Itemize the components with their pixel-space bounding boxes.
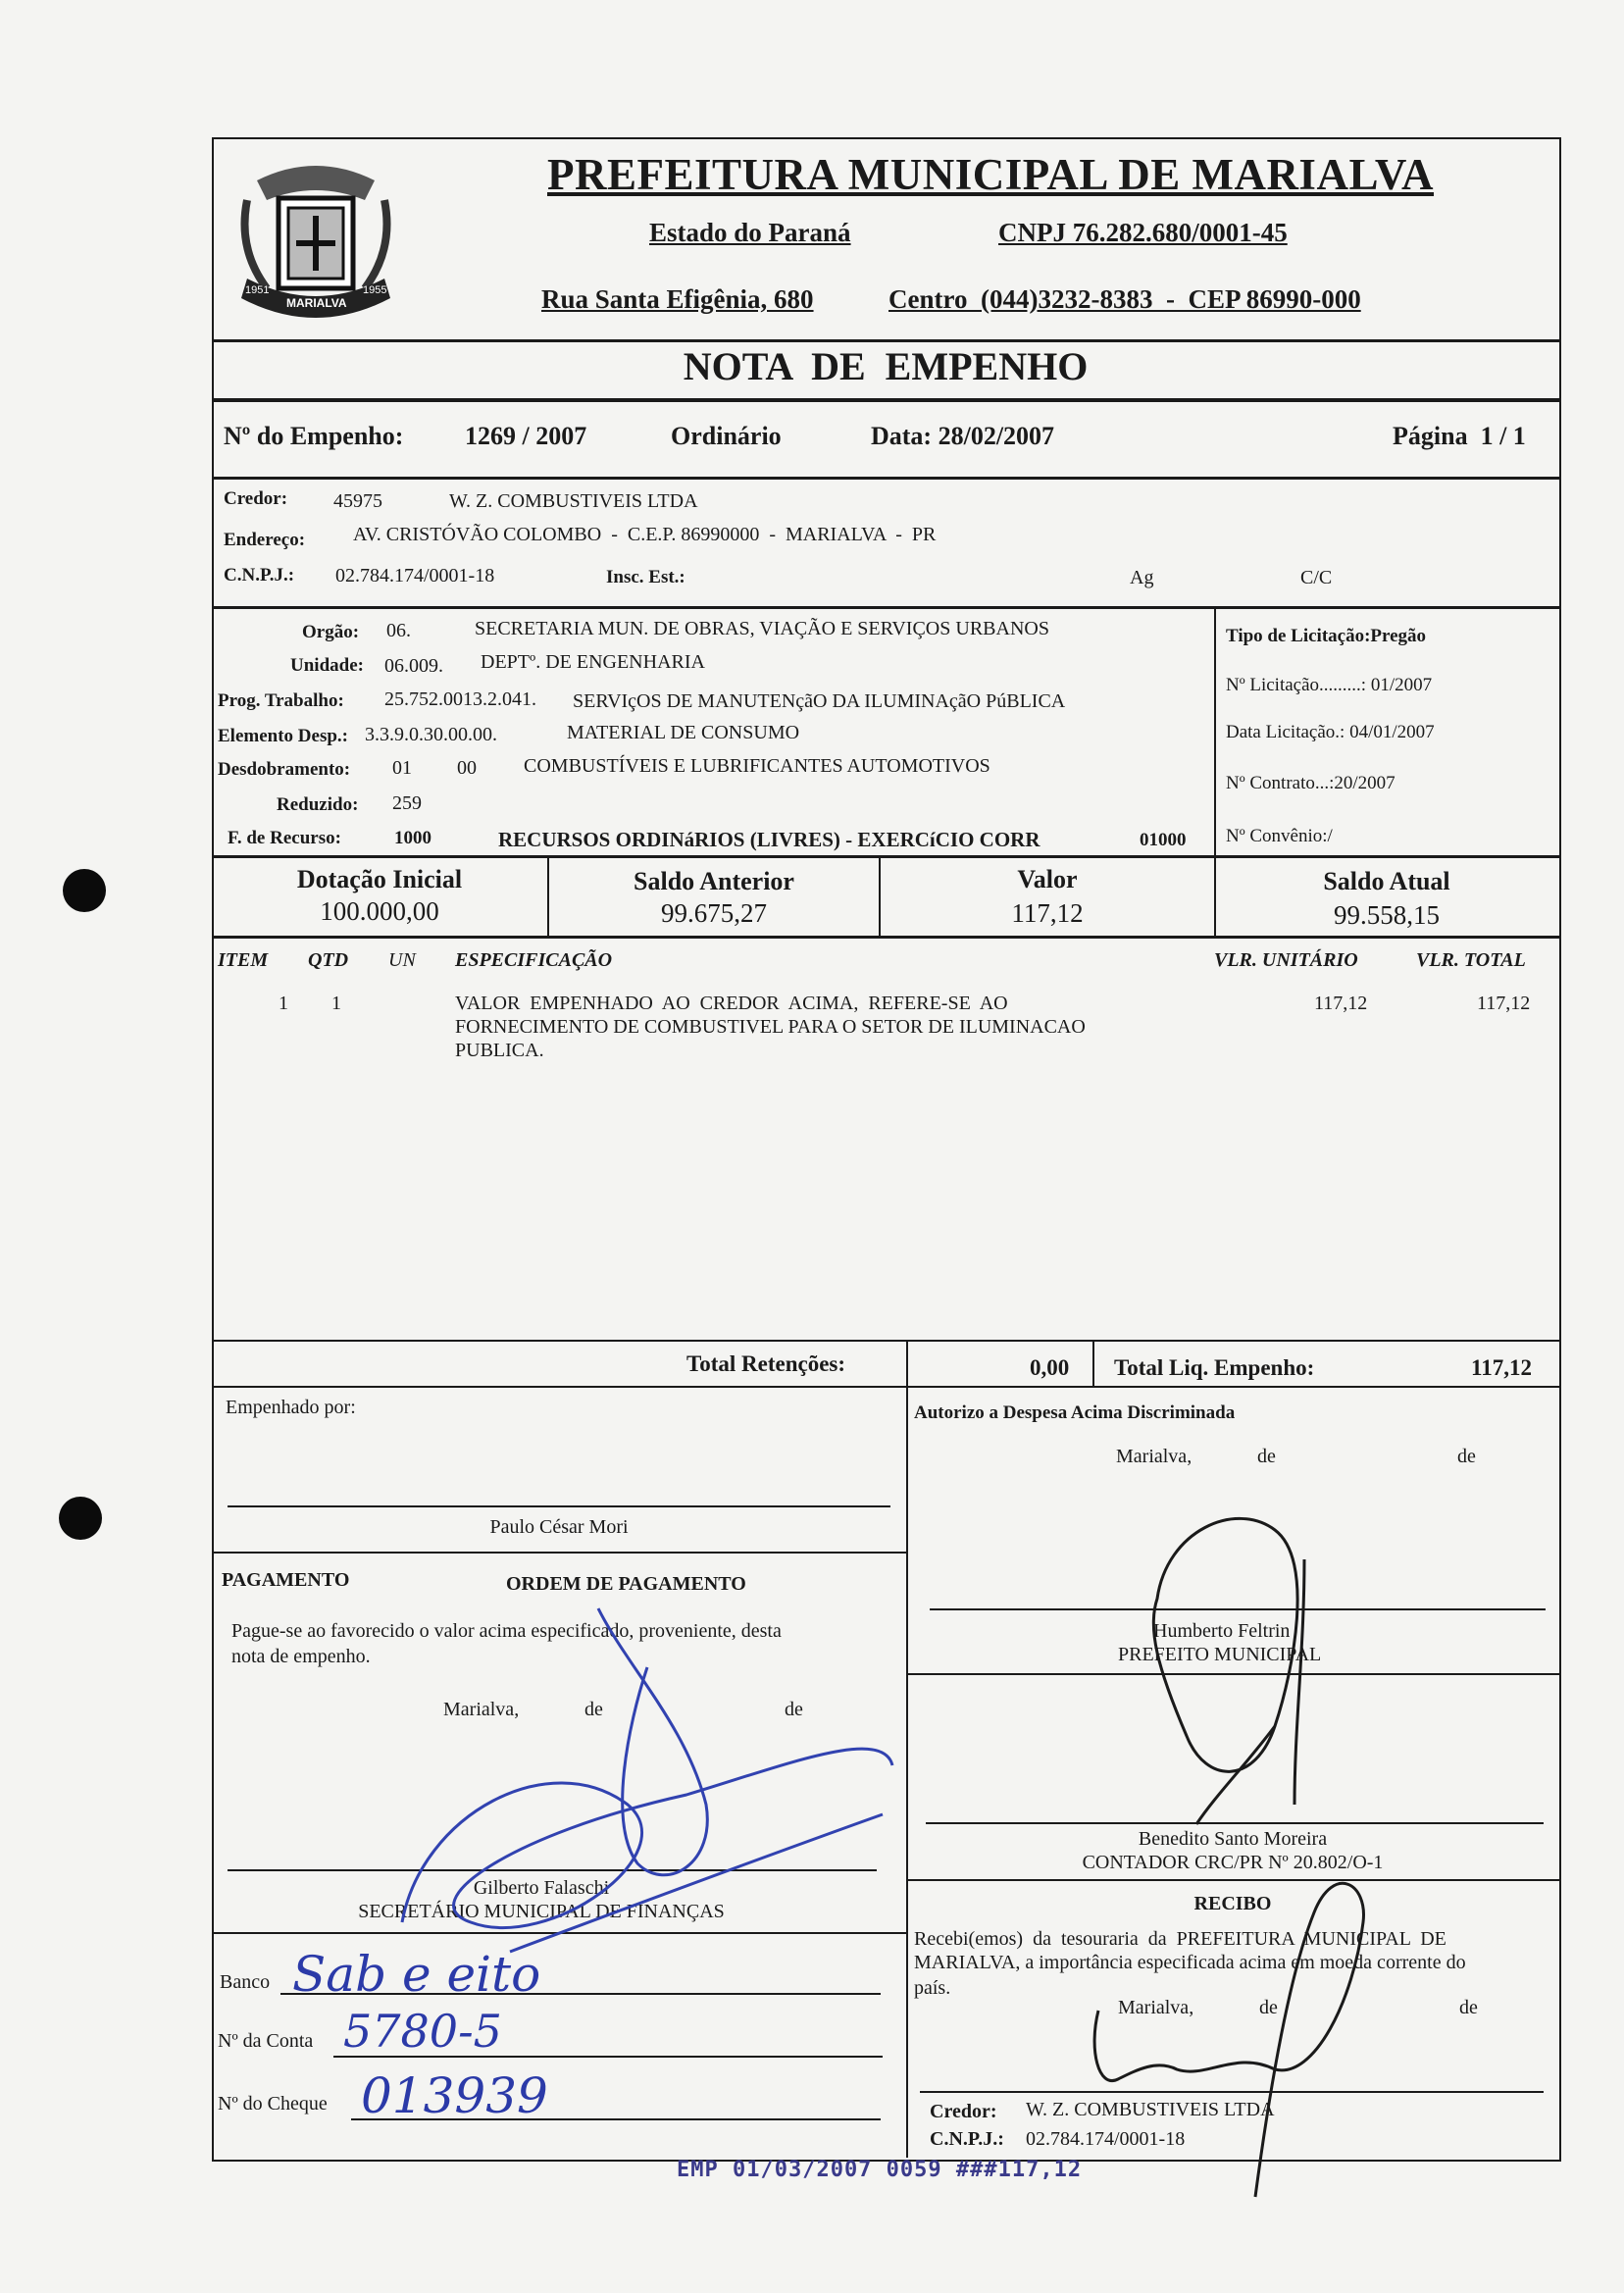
ag-label: Ag [1130, 567, 1154, 588]
contrato-numero: Nº Contrato...:20/2007 [1226, 773, 1396, 793]
desdobramento-code-1: 01 [392, 757, 412, 779]
elemento-label: Elemento Desp.: [218, 726, 348, 746]
saldo-anterior-value: 99.675,27 [661, 898, 767, 928]
col-un: UN [388, 949, 416, 971]
autorizo-de-1: de [1257, 1446, 1276, 1467]
convenio-numero: Nº Convênio:/ [1226, 826, 1333, 846]
item-unit-value: 117,12 [1314, 993, 1368, 1014]
empenho-label: Nº do Empenho: [224, 422, 404, 450]
valor-label: Valor [1017, 865, 1078, 893]
recibo-credor-label: Credor: [930, 2101, 997, 2122]
address-header-2: Centro (044)3232-8383 - CEP 86990-000 [888, 284, 1361, 314]
col-qtd: QTD [308, 949, 349, 971]
handwritten-banco: Sab e eito [292, 1946, 541, 2003]
punch-hole-top [63, 869, 106, 912]
ordem-pagamento-title: ORDEM DE PAGAMENTO [506, 1573, 746, 1595]
recibo-text-2: MARIALVA, a importância especificada acima em moeda corrente do [914, 1952, 1466, 1973]
credor-name: W. Z. COMBUSTIVEIS LTDA [449, 490, 698, 512]
reduzido-label: Reduzido: [277, 794, 359, 815]
col-item: ITEM [218, 949, 269, 971]
col-total-value: VLR. TOTAL [1416, 949, 1526, 971]
recurso-code-2: 01000 [1140, 830, 1187, 850]
cnpj-label: C.N.P.J.: [224, 565, 295, 586]
prog-code: 25.752.0013.2.041. [384, 688, 536, 710]
conta-label: Nº da Conta [218, 2030, 314, 2052]
unidade-label: Unidade: [290, 655, 364, 676]
licitacao-tipo [1226, 626, 1426, 647]
recibo-text-1: Recebi(emos) da tesouraria da PREFEITURA MUNICIPAL DE [914, 1928, 1446, 1950]
municipal-seal [218, 141, 414, 337]
recibo-text-3: país. [914, 1977, 951, 1999]
item-qtd: 1 [331, 993, 341, 1014]
autorizo-de-2: de [1457, 1446, 1476, 1467]
dotacao-label: Dotação Inicial [296, 865, 463, 893]
address-header: Rua Santa Efigênia, 680 [541, 284, 814, 314]
autorizo-title: Autorizo a Despesa Acima Discriminada [914, 1402, 1236, 1423]
desdobramento-name: COMBUSTÍVEIS E LUBRIFICANTES AUTOMOTIVOS [524, 755, 990, 777]
pagamento-de-2: de [785, 1699, 803, 1720]
recibo-credor-name: W. Z. COMBUSTIVEIS LTDA [1026, 2099, 1275, 2120]
recibo-de-1: de [1259, 1997, 1278, 2018]
doc-title: NOTA DE EMPENHO [683, 344, 1089, 388]
orgao-name: SECRETARIA MUN. DE OBRAS, VIAÇÃO E SERVIÇOS URBANOS [475, 618, 1049, 639]
licitacao-numero: Nº Licitação.........: 01/2007 [1226, 675, 1433, 695]
credor-cnpj: 02.784.174/0001-18 [335, 565, 495, 586]
pagamento-label: PAGAMENTO [222, 1569, 350, 1591]
desdobramento-label: Desdobramento: [218, 759, 351, 780]
credor-address: AV. CRISTÓVÃO COLOMBO - C.E.P. 86990000 - MARIALVA - PR [353, 524, 937, 545]
licitacao-tipo-text: Tipo de Licitação:Pregão [1226, 626, 1427, 646]
dotacao-value: 100.000,00 [320, 896, 439, 926]
recibo-cnpj: 02.784.174/0001-18 [1026, 2128, 1186, 2150]
licitacao-data: Data Licitação.: 04/01/2007 [1226, 722, 1435, 742]
prefeitura-title: PREFEITURA MUNICIPAL DE MARIALVA [547, 150, 1435, 199]
orgao-code: 06. [386, 620, 411, 641]
banco-label: Banco [220, 1971, 271, 1993]
empenhado-label: Empenhado por: [226, 1397, 356, 1418]
cnpj-header: CNPJ 76.282.680/0001-45 [998, 218, 1288, 247]
empenhado-name: Paulo César Mori [489, 1516, 629, 1538]
handwritten-conta: 5780-5 [343, 2005, 502, 2058]
recurso-label: F. de Recurso: [228, 828, 341, 848]
state-text: Estado do Paraná [649, 218, 851, 247]
insc-label: Insc. Est.: [606, 567, 685, 587]
saldo-anterior-label: Saldo Anterior [634, 867, 794, 895]
retencoes-label: Total Retenções: [686, 1351, 846, 1376]
recibo-de-2: de [1459, 1997, 1478, 2018]
unidade-code: 06.009. [384, 655, 443, 677]
item-total-value: 117,12 [1477, 993, 1531, 1014]
prog-name: SERVIçOS DE MANUTENçãO DA ILUMINAçãO PúBLICA [573, 690, 1066, 712]
item-spec-line-2: FORNECIMENTO DE COMBUSTIVEL PARA O SETOR DE ILUMINACAO [455, 1016, 1086, 1038]
reduzido-value: 259 [392, 792, 422, 814]
page-number: Página 1 / 1 [1393, 422, 1526, 450]
seal-motto: MARIALVA [286, 296, 347, 310]
pagamento-place: Marialva, [443, 1699, 520, 1720]
saldo-atual-label: Saldo Atual [1323, 867, 1450, 895]
credor-label: Credor: [224, 488, 288, 509]
item-number: 1 [279, 993, 288, 1014]
address-label: Endereço: [224, 530, 306, 550]
recurso-name: RECURSOS ORDINáRIOS (LIVRES) - EXERCíCIO CORR [498, 828, 1040, 851]
valor-value: 117,12 [1011, 898, 1084, 928]
liq-empenho-value: 117,12 [1471, 1355, 1532, 1380]
autorizo-place: Marialva, [1116, 1446, 1193, 1467]
contador-role: CONTADOR CRC/PR Nº 20.802/O-1 [1082, 1852, 1384, 1873]
handwritten-cheque: 013939 [361, 2067, 548, 2124]
seal-year-left: 1951 [245, 284, 270, 296]
pagamento-text-1: Pague-se ao favorecido o valor acima especificado, proveniente, desta [231, 1620, 782, 1642]
recibo-title: RECIBO [1193, 1893, 1272, 1914]
seal-year-right: 1955 [363, 284, 387, 296]
pagamento-de-1: de [584, 1699, 603, 1720]
item-spec-line-3: PUBLICA. [455, 1040, 544, 1061]
bank-stamp: EMP 01/03/2007 0059 ###117,12 [677, 2158, 1083, 2182]
col-unit-value: VLR. UNITÁRIO [1214, 949, 1358, 971]
col-spec: ESPECIFICAÇÃO [455, 949, 613, 971]
secretario-role: SECRETÁRIO MUNICIPAL DE FINANÇAS [358, 1901, 725, 1922]
recibo-place: Marialva, [1118, 1997, 1194, 2018]
credor-code: 45975 [333, 490, 382, 512]
retencoes-value: 0,00 [1030, 1355, 1070, 1380]
recurso-code: 1000 [394, 828, 431, 848]
empenho-date: Data: 28/02/2007 [871, 422, 1055, 450]
item-spec-line-1: VALOR EMPENHADO AO CREDOR ACIMA, REFERE-SE AO [455, 993, 1008, 1014]
unidade-name: DEPTº. DE ENGENHARIA [481, 651, 705, 673]
prefeito-role: PREFEITO MUNICIPAL [1118, 1644, 1322, 1665]
cc-label: C/C [1300, 567, 1333, 588]
empenho-type: Ordinário [671, 422, 782, 450]
liq-empenho-label: Total Liq. Empenho: [1114, 1355, 1315, 1380]
punch-hole-bottom [59, 1497, 102, 1540]
recibo-cnpj-label: C.N.P.J.: [930, 2128, 1004, 2150]
prog-label: Prog. Trabalho: [218, 690, 344, 711]
orgao-label: Orgão: [302, 622, 360, 642]
saldo-atual-value: 99.558,15 [1334, 900, 1440, 930]
contador-name: Benedito Santo Moreira [1138, 1828, 1328, 1850]
secretario-name: Gilberto Falaschi [473, 1877, 610, 1899]
pagamento-text-2: nota de empenho. [231, 1646, 371, 1667]
cheque-label: Nº do Cheque [218, 2093, 328, 2115]
empenho-number: 1269 / 2007 [465, 422, 587, 450]
elemento-code: 3.3.9.0.30.00.00. [365, 724, 497, 745]
prefeito-name: Humberto Feltrin [1153, 1620, 1291, 1642]
elemento-name: MATERIAL DE CONSUMO [567, 722, 800, 743]
desdobramento-code-2: 00 [457, 757, 477, 779]
